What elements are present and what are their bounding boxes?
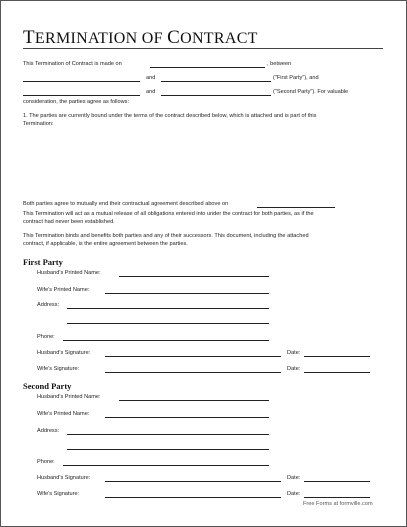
sp-phone-field[interactable]	[63, 465, 269, 466]
binding-text-line-1: This Termination binds and benefits both parties and any of their successors. This document, including the attached	[23, 233, 309, 239]
sp-wife-name-label: Wife's Printed Name:	[37, 411, 90, 417]
fp-husband-sig-label: Husband's Signature:	[37, 350, 91, 356]
mutual-text-line-2: This Termination will act as a mutual release of all obligations entered into under the contract for both parties, as if the	[23, 211, 314, 217]
sp-wife-date-label: Date:	[287, 491, 301, 497]
sp-address-field-1[interactable]	[67, 434, 269, 435]
sp-wife-date-field[interactable]	[304, 497, 370, 498]
fp-address-field-1[interactable]	[67, 308, 269, 309]
fp-husband-date-label: Date:	[287, 350, 301, 356]
sp-husband-name-field[interactable]	[119, 400, 269, 401]
fp-husband-name-label: Husband's Printed Name:	[37, 270, 101, 276]
second-party-name-blank[interactable]	[23, 95, 140, 96]
fp-wife-name-label: Wife's Printed Name:	[37, 287, 90, 293]
first-party-name-blank[interactable]	[23, 81, 140, 82]
sp-phone-label: Phone:	[37, 459, 55, 465]
first-party-address-blank[interactable]	[161, 81, 271, 82]
sp-address-field-2[interactable]	[67, 449, 269, 450]
sp-address-label: Address:	[37, 428, 60, 434]
sp-wife-name-field[interactable]	[105, 417, 269, 418]
mutual-text-line-1: Both parties agree to mutually end their contractual agreement described above on	[23, 201, 229, 207]
intro-made-on: This Termination of Contract is made on	[23, 61, 122, 67]
sp-husband-date-label: Date:	[287, 475, 301, 481]
termination-date-blank[interactable]	[257, 207, 335, 208]
sp-husband-name-label: Husband's Printed Name:	[37, 394, 101, 400]
bound-text-line-2: Termination:	[23, 121, 54, 127]
sp-wife-sig-label: Wife's Signature:	[37, 491, 80, 497]
page-title: TERMINATION OF CONTRACT	[23, 27, 258, 48]
fp-wife-sig-field[interactable]	[105, 372, 281, 373]
second-party-heading: Second Party	[23, 381, 72, 391]
fp-husband-name-field[interactable]	[119, 276, 269, 277]
intro-and: and	[146, 75, 156, 81]
second-party-address-blank[interactable]	[161, 95, 271, 96]
sp-wife-sig-field[interactable]	[105, 497, 281, 498]
bound-text-line-1: 1. The parties are currently bound under the terms of the contract described below, which is attached and is part of this	[23, 113, 317, 119]
first-party-label: ("First Party"), and	[273, 75, 319, 81]
fp-wife-date-label: Date:	[287, 366, 301, 372]
sp-husband-sig-label: Husband's Signature:	[37, 475, 91, 481]
intro-and-2: and	[146, 89, 156, 95]
title-rule	[23, 48, 383, 49]
fp-wife-date-field[interactable]	[304, 372, 370, 373]
footer-credit: Free Forms at formville.com	[303, 501, 373, 507]
fp-address-field-2[interactable]	[67, 323, 269, 324]
second-party-label: ("Second Party"). For valuable	[273, 89, 349, 95]
fp-wife-sig-label: Wife's Signature:	[37, 366, 80, 372]
date-blank[interactable]	[150, 67, 265, 68]
fp-address-label: Address:	[37, 302, 60, 308]
binding-text-line-2: contract, if applicable, is the entire agreement between the parties.	[23, 241, 188, 247]
intro-between: , between	[267, 61, 292, 67]
fp-husband-sig-field[interactable]	[105, 356, 281, 357]
mutual-text-line-3: contract had never been established.	[23, 219, 115, 225]
fp-phone-field[interactable]	[63, 340, 269, 341]
fp-phone-label: Phone:	[37, 334, 55, 340]
sp-husband-sig-field[interactable]	[105, 481, 281, 482]
consideration-text: consideration, the parties agree as follows:	[23, 99, 130, 105]
fp-husband-date-field[interactable]	[304, 356, 370, 357]
fp-wife-name-field[interactable]	[105, 293, 269, 294]
sp-husband-date-field[interactable]	[304, 481, 370, 482]
first-party-heading: First Party	[23, 257, 63, 267]
